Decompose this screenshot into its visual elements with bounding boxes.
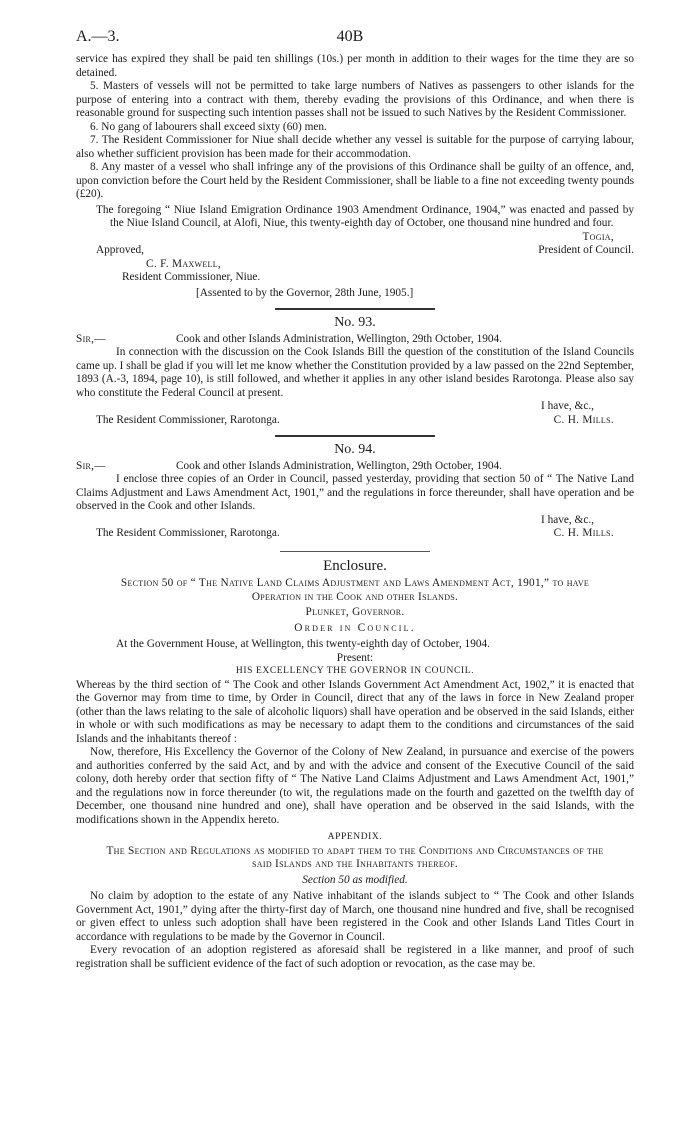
resident-commissioner-niue: Resident Commissioner, Niue. bbox=[122, 271, 261, 283]
enclosure-place: At the Government House, at Wellington, this twenty-eighth day of October, 1904. bbox=[116, 638, 490, 650]
paragraph-continued: service has expired they shall be paid ten shillings (10s.) per month in addition to their wages for the time they are so detained. bbox=[76, 53, 634, 79]
appendix-title: The Section and Regulations as modified to adapt them to the Conditions and Circumstances of the said Islands and the Inhabitants thereof. bbox=[106, 844, 604, 870]
letter-94-salutation-row bbox=[76, 460, 634, 474]
order-in-council: Order in Council. bbox=[294, 621, 416, 634]
enclosure-title: Section 50 of “ The Native Land Claims Adjustment and Laws Amendment Act, 1901,” to have Operation in the Cook and other Islands. bbox=[120, 577, 590, 603]
approved-label: Approved, bbox=[96, 244, 145, 256]
letter-93-sign-row bbox=[76, 414, 634, 428]
appendix-label: APPENDIX. bbox=[327, 832, 383, 842]
divider bbox=[280, 551, 430, 552]
now-therefore-paragraph: Now, therefore, His Excellency the Governor of the Colony of New Zealand, in pursuance and exercise of the powers and authorities conferred by the said Act, and by and with the advice and consent of the Executive Council of the said colony, doth hereby order that section fifty of “ The Native Land Claims Adjustment and Laws Amendment Act, 1901,” and the regulations now in force thereunder (to wit, the regulations made on the fourth and gazetted on the twelfth day of December, one thousand nine hundred and one), shall have operation and be observed in the said Islands, with the modifications shown in the Appendix hereto. bbox=[76, 746, 634, 826]
approval-row bbox=[76, 244, 634, 258]
letter-93-dateline: Cook and other Islands Administration, Wellington, 29th October, 1904. bbox=[176, 332, 503, 345]
section-modified-heading: Section 50 as modified. bbox=[302, 873, 408, 886]
page-number: 40B bbox=[336, 28, 364, 45]
letter-94-body: I enclose three copies of an Order in Council, passed yesterday, providing that section 50 of “ The Native Land Claims Adjustment and Laws Amendment Act, 1901,” and the regulations in force thereunder, shall have operation and be observed in the Cook and other Islands. bbox=[76, 473, 634, 512]
plunket-governor: Plunket, Governor. bbox=[305, 606, 405, 618]
letter-93-closing: I have, &c., bbox=[540, 400, 594, 412]
no-claim-paragraph: No claim by adoption to the estate of any Native inhabitant of the islands subject to “ The Cook and other Islands Government Act, 1901,” dying after the thirty-first day of March, one thousand nine hundred and five, shall be recognised or given effect to unless such adoption shall have been registered in the Cook and other Islands Land Titles Court in accordance with regulations to be made by the Governor in Council. bbox=[76, 890, 634, 943]
salutation: Sir,— bbox=[76, 459, 106, 472]
paragraph-7: 7. The Resident Commissioner for Niue shall decide whether any vessel is suitable for the purpose of carrying labour, also whether sufficient provision has been made for their accommodation. bbox=[76, 134, 634, 160]
present-label: Present: bbox=[336, 651, 374, 664]
letter-94-closing: I have, &c., bbox=[540, 513, 594, 526]
assent-note: [Assented to by the Governor, 28th June, 1905.] bbox=[196, 286, 414, 299]
letter-94-sign-row bbox=[76, 527, 634, 541]
revocation-paragraph: Every revocation of an adoption registered as aforesaid shall be registered in a like manner, and proof of such registration shall be sufficient evidence of the fact of such adoption or revocation, as the case may be. bbox=[76, 944, 634, 970]
letter-93-salutation-row bbox=[76, 333, 634, 347]
paragraph-6: 6. No gang of labourers shall exceed sixty (60) men. bbox=[90, 120, 327, 133]
maxwell-signature: C. F. Maxwell, bbox=[146, 257, 222, 270]
letter-93-heading: No. 93. bbox=[334, 315, 376, 330]
paragraph-8: 8. Any master of a vessel who shall infringe any of the provisions of this Ordinance shall be guilty of an offence, and, upon conviction before the Court held by the Resident Commissioner, shall be liable to a fine not exceeding twenty pounds (£20). bbox=[76, 161, 634, 200]
letter-94-addressee: The Resident Commissioner, Rarotonga. bbox=[96, 527, 280, 539]
document-body bbox=[76, 53, 634, 971]
salutation: Sir,— bbox=[76, 332, 106, 345]
paragraph-5: 5. Masters of vessels will not be permitted to take large numbers of Natives as passengers to other islands for the purpose of entering into a contract with them, thereby evading the provisions of this Ordinance, and when there is reasonable ground for suspecting such intention passes shall not be issued to such Natives by the Resident Commissioner. bbox=[76, 80, 634, 119]
letter-93-body: In connection with the discussion on the Cook Islands Bill the question of the constitution of the Island Councils came up. I shall be glad if you will let me know whether the Constitution provided by a law passed on the 22nd September, 1893 (A.-3, 1894, page 10), is still followed, and whether it applies in any other island besides Rarotonga. Please also say who constitute the Federal Council at present. bbox=[76, 346, 634, 399]
letter-93-signature: C. H. Mills. bbox=[553, 413, 614, 426]
his-excellency: HIS EXCELLENCY THE GOVERNOR IN COUNCIL. bbox=[235, 666, 475, 676]
page-reference: A.—3. bbox=[76, 28, 120, 45]
letter-93-addressee: The Resident Commissioner, Rarotonga. bbox=[96, 413, 280, 426]
letter-94-signature: C. H. Mills. bbox=[553, 527, 614, 539]
letter-94-dateline: Cook and other Islands Administration, Wellington, 29th October, 1904. bbox=[176, 459, 503, 472]
letter-94-heading: No. 94. bbox=[334, 442, 376, 457]
enclosure-heading: Enclosure. bbox=[323, 557, 387, 574]
whereas-paragraph: Whereas by the third section of “ The Cook and other Islands Government Act Amendment Act, 1902,” it is enacted that the Governor may from time to time, by Order in Council, direct that any of the laws in force in New Zealand proper (other than the laws relating to the sale of alcoholic liquors) shall have operation and be observed in the said Islands, either in whole or with such modifications as may be necessary to adapt them to the conditions and circumstances of the said Islands and the inhabitants thereof : bbox=[76, 678, 634, 745]
divider bbox=[275, 435, 435, 437]
togia-signature: Togia, bbox=[582, 230, 614, 243]
president-title: President of Council. bbox=[538, 244, 634, 256]
divider bbox=[275, 308, 435, 310]
foregoing-paragraph: The foregoing “ Niue Island Emigration Ordinance 1903 Amendment Ordinance, 1904,” was enacted and passed by the Niue Island Council, at Alofi, Niue, this twenty-eighth day of October, one thousand nine hundred and four. bbox=[96, 203, 634, 229]
